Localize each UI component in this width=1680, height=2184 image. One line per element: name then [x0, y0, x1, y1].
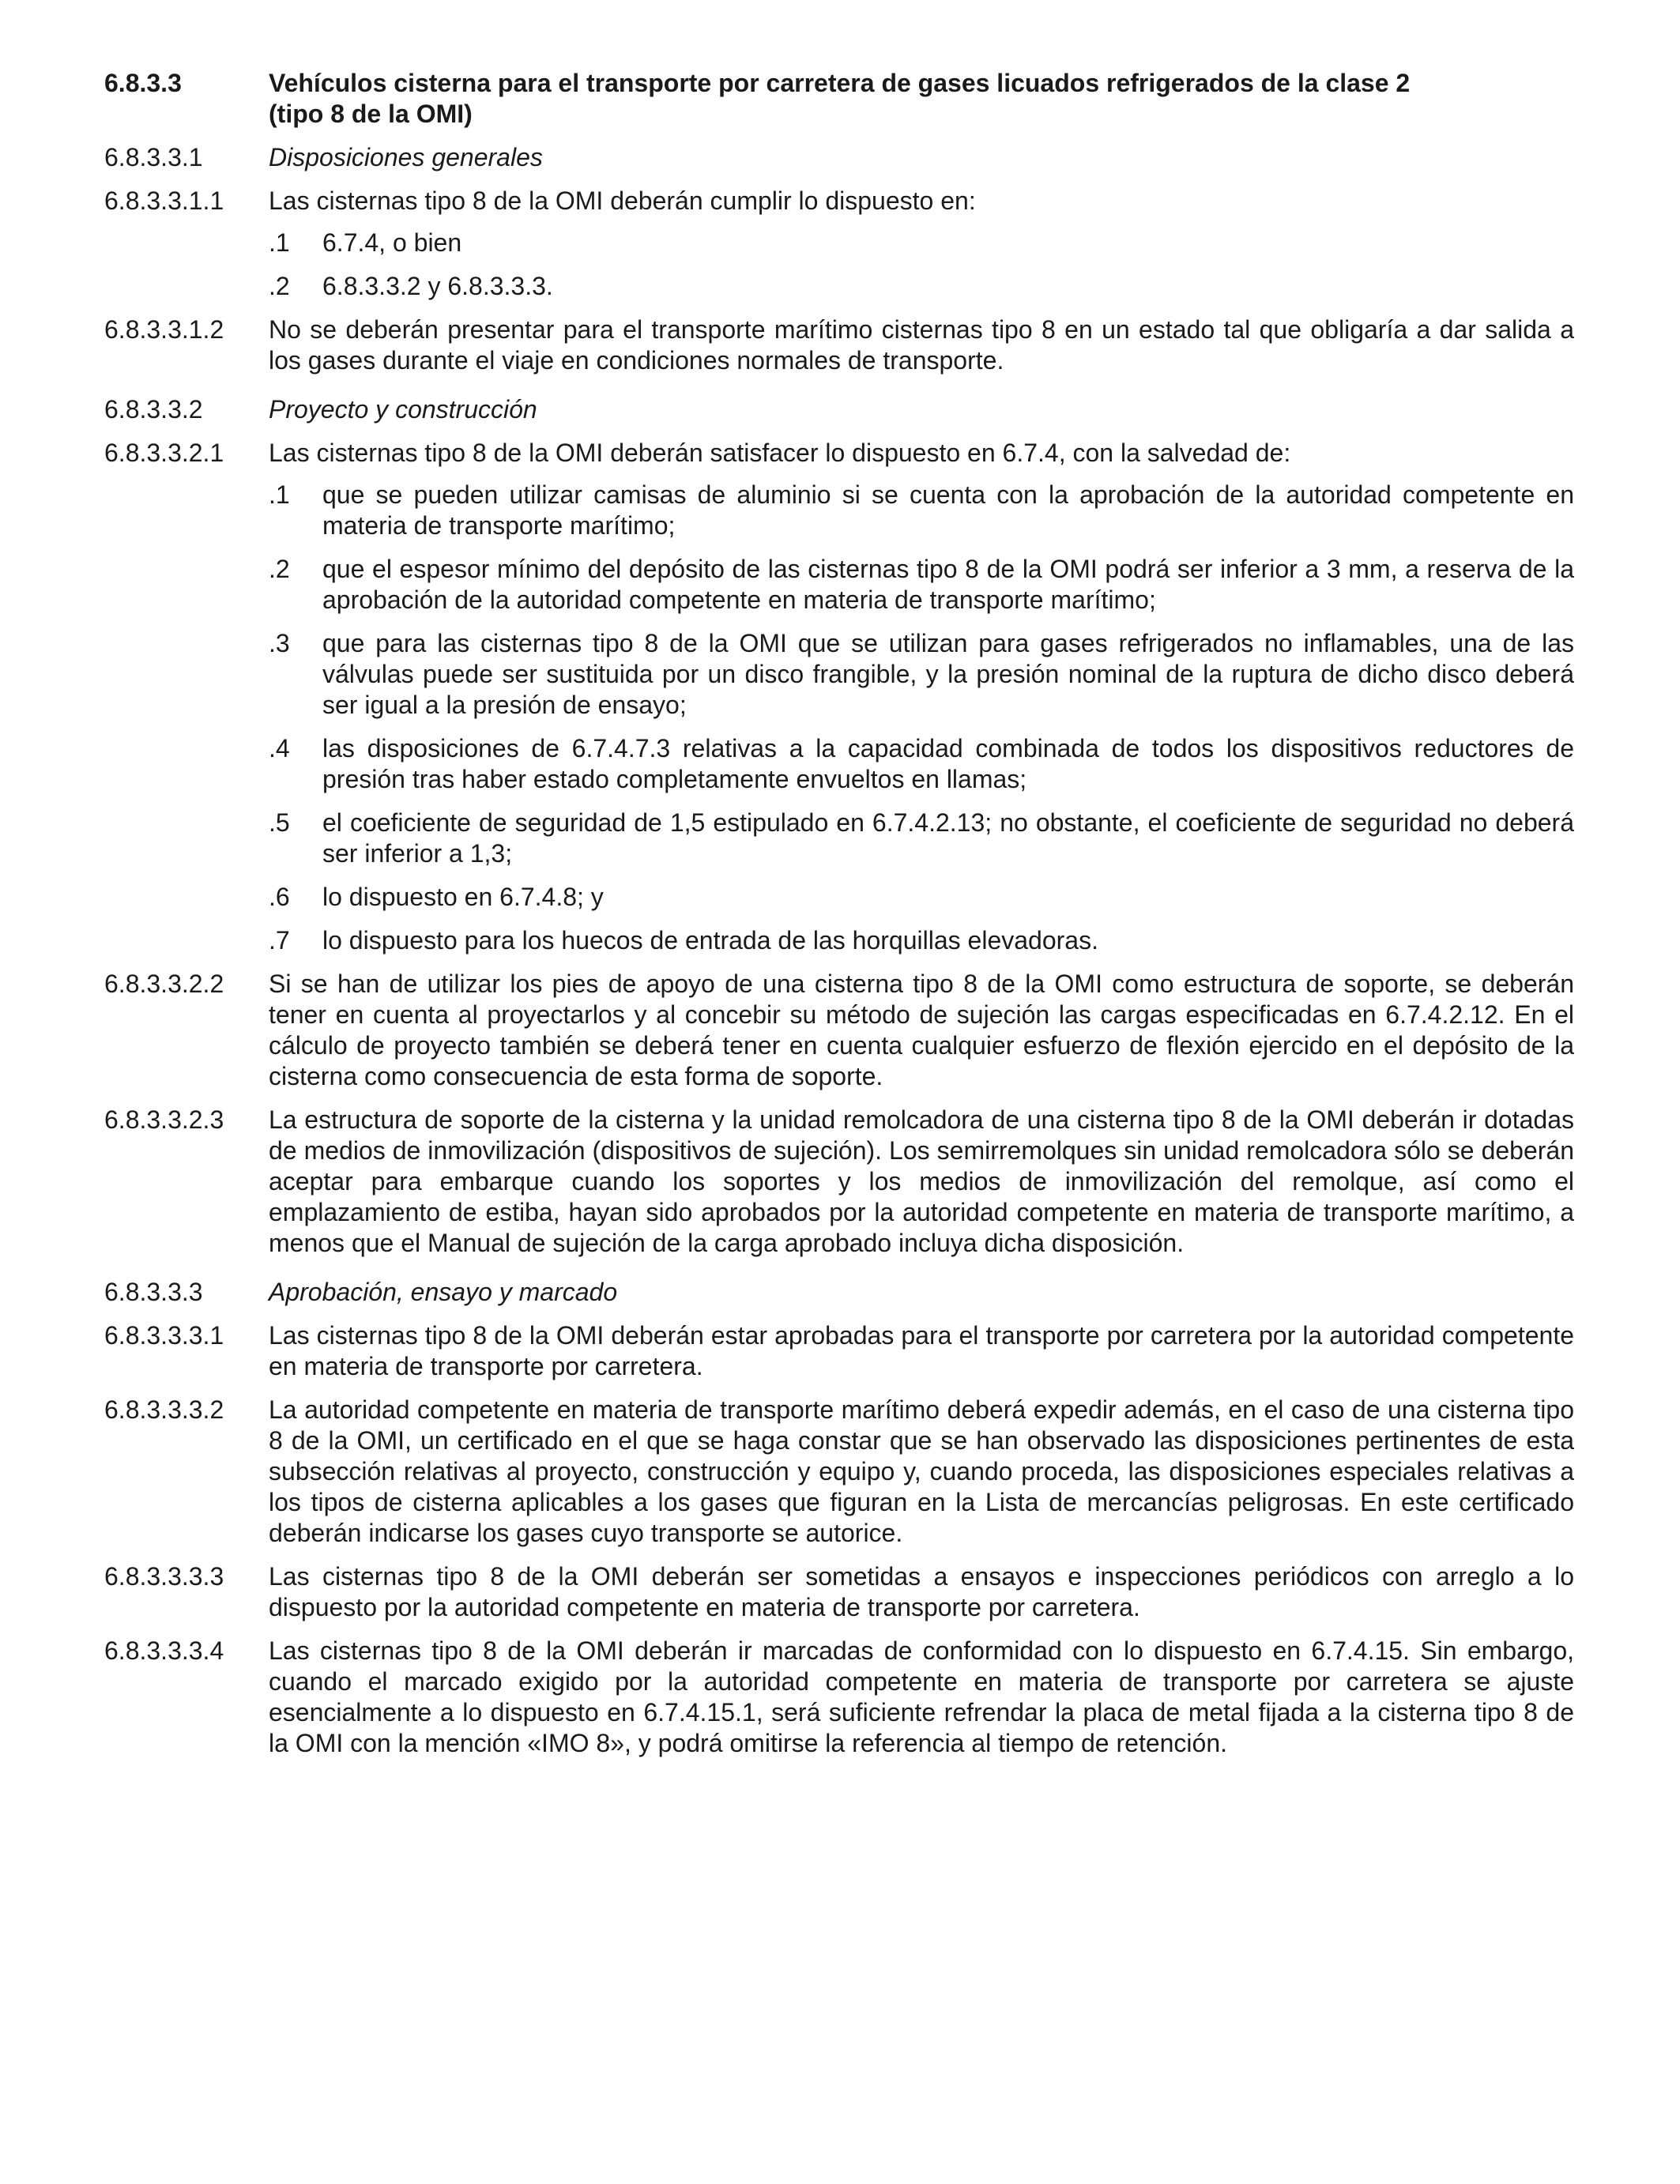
list-item-text: las disposiciones de 6.7.4.7.3 relativas a la capacidad combinada de todos los dispositivos reductores de presión tras haber estado completamente envueltos en llamas;	[322, 734, 1574, 793]
list-item	[269, 480, 1574, 541]
list-item-mark: .1	[269, 480, 290, 509]
section-number: 6.8.3.3.3	[104, 1278, 203, 1306]
list-item	[269, 733, 1574, 795]
paragraph-text: La estructura de soporte de la cisterna y la unidad remolcadora de una cisterna tipo 8 de la OMI deberán ir dotadas de medios de inmovilización (dispositivos de sujeción). Los semirremolques sin unidad remolcadora sólo se deberán aceptar para embarque cuando los soportes y los medios de inmovilización del remolque, así como el emplazamiento de estiba, hayan sido aprobados por la autoridad competente en materia de transporte marítimo, a menos que el Manual de sujeción de la carga aprobado incluya dicha disposición.	[269, 1105, 1574, 1257]
paragraph-text: Las cisternas tipo 8 de la OMI deberán satisfacer lo dispuesto en 6.7.4, con la salvedad de:	[269, 439, 1291, 467]
paragraph-number: 6.8.3.3.2.1	[104, 439, 224, 467]
item-list	[269, 480, 1574, 956]
document-page	[104, 68, 1574, 1759]
paragraph	[104, 1105, 1574, 1259]
subsection-heading	[104, 142, 1574, 173]
section-title	[269, 68, 1574, 130]
paragraph	[104, 1636, 1574, 1759]
paragraph	[104, 186, 1574, 302]
paragraph-number: 6.8.3.3.3.2	[104, 1395, 224, 1424]
subsection-title: Proyecto y construcción	[269, 395, 537, 424]
paragraph-number: 6.8.3.3.2.3	[104, 1105, 224, 1134]
list-item	[269, 925, 1574, 956]
list-item-mark: .7	[269, 926, 290, 955]
list-item-text: lo dispuesto en 6.7.4.8; y	[322, 883, 604, 911]
paragraph	[104, 438, 1574, 956]
list-item-text: lo dispuesto para los huecos de entrada de las horquillas elevadoras.	[322, 926, 1098, 955]
item-list	[269, 228, 1574, 302]
list-item-text: que se pueden utilizar camisas de aluminio si se cuenta con la aprobación de la autoridad competente en materia de transporte marítimo;	[322, 480, 1574, 540]
list-item-mark: .3	[269, 629, 290, 657]
list-item-text: que el espesor mínimo del depósito de las cisternas tipo 8 de la OMI podrá ser inferior a 3 mm, a reserva de la aprobación de la autoridad competente en materia de transporte marítimo;	[322, 555, 1574, 614]
paragraph-number: 6.8.3.3.3.4	[104, 1636, 224, 1665]
section-heading	[104, 68, 1574, 130]
list-item-mark: .2	[269, 272, 290, 300]
list-item	[269, 228, 1574, 258]
list-item-mark: .1	[269, 228, 290, 257]
list-item-mark: .5	[269, 808, 290, 837]
subsection-title: Aprobación, ensayo y marcado	[269, 1278, 618, 1306]
list-item-text: que para las cisternas tipo 8 de la OMI que se utilizan para gases refrigerados no inflamables, una de las válvulas puede ser sustituida por un disco frangible, y la presión nominal de la ruptura de dicho disco deberá ser igual a la presión de ensayo;	[322, 629, 1574, 719]
paragraph-text: Las cisternas tipo 8 de la OMI deberán estar aprobadas para el transporte por carretera por la autoridad competente en materia de transporte por carretera.	[269, 1321, 1574, 1380]
paragraph-number: 6.8.3.3.2.2	[104, 970, 224, 998]
section-number: 6.8.3.3.1	[104, 143, 203, 171]
subsection-heading	[104, 1277, 1574, 1308]
section-number: 6.8.3.3.2	[104, 395, 203, 424]
list-item	[269, 882, 1574, 913]
paragraph-number: 6.8.3.3.1.1	[104, 186, 224, 215]
paragraph-text: No se deberán presentar para el transporte marítimo cisternas tipo 8 en un estado tal que obligaría a dar salida a los gases durante el viaje en condiciones normales de transporte.	[269, 315, 1574, 375]
subsection-title: Disposiciones generales	[269, 143, 543, 171]
list-item-text: 6.7.4, o bien	[322, 228, 462, 257]
section-title-line: (tipo 8 de la OMI)	[269, 100, 473, 128]
paragraph-number: 6.8.3.3.3.1	[104, 1321, 224, 1350]
paragraph-number: 6.8.3.3.3.3	[104, 1562, 224, 1591]
list-item-mark: .4	[269, 734, 290, 763]
list-item-mark: .2	[269, 555, 290, 583]
list-item	[269, 808, 1574, 869]
list-item	[269, 628, 1574, 721]
paragraph-number: 6.8.3.3.1.2	[104, 315, 224, 344]
paragraph-text: Las cisternas tipo 8 de la OMI deberán ser sometidas a ensayos e inspecciones periódicos con arreglo a lo dispuesto por la autoridad competente en materia de transporte por carretera.	[269, 1562, 1574, 1621]
paragraph	[104, 1561, 1574, 1623]
paragraph	[104, 1320, 1574, 1382]
paragraph	[104, 969, 1574, 1092]
list-item	[269, 554, 1574, 616]
paragraph-text: Las cisternas tipo 8 de la OMI deberán ir marcadas de conformidad con lo dispuesto en 6.7.4.15. Sin embargo, cuando el marcado exigido por la autoridad competente en materia de transporte por carretera se ajuste esencialmente a lo dispuesto en 6.7.4.15.1, será suficiente refrendar la placa de metal fijada a la cisterna tipo 8 de la OMI con la mención «IMO 8», y podrá omitirse la referencia al tiempo de retención.	[269, 1636, 1574, 1757]
section-title-line: Vehículos cisterna para el transporte por carretera de gases licuados refrigerados de la clase 2	[269, 69, 1411, 97]
paragraph-text: La autoridad competente en materia de transporte marítimo deberá expedir además, en el caso de una cisterna tipo 8 de la OMI, un certificado en el que se haga constar que se han observado las disposiciones pertinentes de esta subsección relativas al proyecto, construcción y equipo y, cuando proceda, las disposiciones especiales relativas a los tipos de cisterna aplicables a los gases que figuran en la Lista de mercancías peligrosas. En este certificado deberán indicarse los gases cuyo transporte se autorice.	[269, 1395, 1574, 1547]
paragraph	[104, 314, 1574, 376]
list-item-mark: .6	[269, 883, 290, 911]
list-item-text: el coeficiente de seguridad de 1,5 estipulado en 6.7.4.2.13; no obstante, el coeficiente de seguridad no deberá ser inferior a 1,3;	[322, 808, 1574, 868]
list-item-text: 6.8.3.3.2 y 6.8.3.3.3.	[322, 272, 553, 300]
paragraph	[104, 1395, 1574, 1549]
section-number: 6.8.3.3	[104, 69, 182, 97]
paragraph-text: Las cisternas tipo 8 de la OMI deberán cumplir lo dispuesto en:	[269, 186, 976, 215]
subsection-heading	[104, 394, 1574, 425]
list-item	[269, 271, 1574, 302]
paragraph-text: Si se han de utilizar los pies de apoyo de una cisterna tipo 8 de la OMI como estructura de soporte, se deberán tener en cuenta al proyectarlos y al concebir su método de sujeción las cargas especificadas en 6.7.4.2.12. En el cálculo de proyecto también se deberá tener en cuenta cualquier esfuerzo de flexión ejercido en el depósito de la cisterna como consecuencia de esta forma de soporte.	[269, 970, 1574, 1090]
